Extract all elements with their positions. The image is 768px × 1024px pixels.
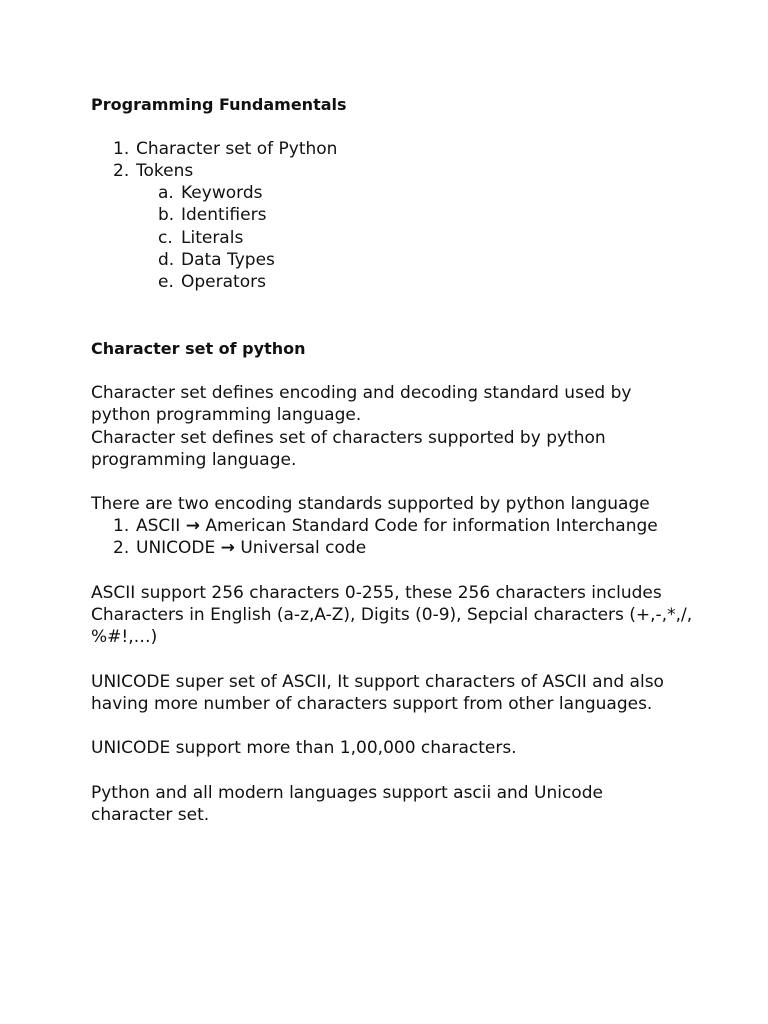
paragraph-line: python programming language. (91, 405, 362, 425)
encoding-item-1 (136, 515, 658, 537)
toc-item-1-text: Character set of Python (136, 139, 338, 159)
encoding-item-2-marker: 2. (113, 538, 130, 558)
encoding-name: UNICODE (136, 538, 221, 558)
toc-item-2-text: Tokens (136, 161, 194, 181)
paragraph-line: There are two encoding standards supported by python language (91, 494, 650, 514)
toc-subitem-a-marker: a. (158, 183, 174, 203)
encoding-description: Universal code (234, 538, 367, 558)
paragraph-line: ASCII support 256 characters 0-255, these 256 characters includes (91, 583, 662, 603)
paragraph-line: programming language. (91, 450, 297, 470)
document-title: Programming Fundamentals (91, 95, 347, 114)
paragraph-line: Characters in English (a-z,A-Z), Digits (0-9), Sepcial characters (+,-,*,/, (91, 605, 693, 625)
encoding-name: ASCII (136, 516, 186, 536)
paragraph-line: Character set defines set of characters supported by python (91, 428, 606, 448)
toc-subitem-d-text: Data Types (181, 250, 275, 270)
toc-subitem-a-text: Keywords (181, 183, 263, 203)
paragraph-line: Python and all modern languages support ascii and Unicode (91, 783, 603, 803)
arrow-right-icon: → (220, 538, 235, 558)
encoding-item-1-marker: 1. (113, 516, 130, 536)
paragraph-line: Character set defines encoding and decoding standard used by (91, 383, 632, 403)
toc-subitem-e-marker: e. (158, 272, 174, 292)
encoding-description: American Standard Code for information Interchange (199, 516, 658, 536)
toc-subitem-c-marker: c. (158, 228, 173, 248)
toc-subitem-e-text: Operators (181, 272, 266, 292)
toc-subitem-c-text: Literals (181, 228, 244, 248)
toc-item-1-marker: 1. (113, 139, 130, 159)
paragraph-line: having more number of characters support from other languages. (91, 694, 653, 714)
paragraph-line: character set. (91, 805, 210, 825)
encoding-item-2 (136, 537, 366, 559)
toc-subitem-b-text: Identifiers (181, 205, 267, 225)
paragraph-line: %#!,…) (91, 627, 158, 647)
section-heading: Character set of python (91, 339, 306, 358)
toc-subitem-b-marker: b. (158, 205, 175, 225)
paragraph-line: UNICODE super set of ASCII, It support characters of ASCII and also (91, 672, 664, 692)
arrow-right-icon: → (185, 516, 200, 536)
toc-subitem-d-marker: d. (158, 250, 175, 270)
paragraph-line: UNICODE support more than 1,00,000 characters. (91, 738, 517, 758)
toc-item-2-marker: 2. (113, 161, 130, 181)
